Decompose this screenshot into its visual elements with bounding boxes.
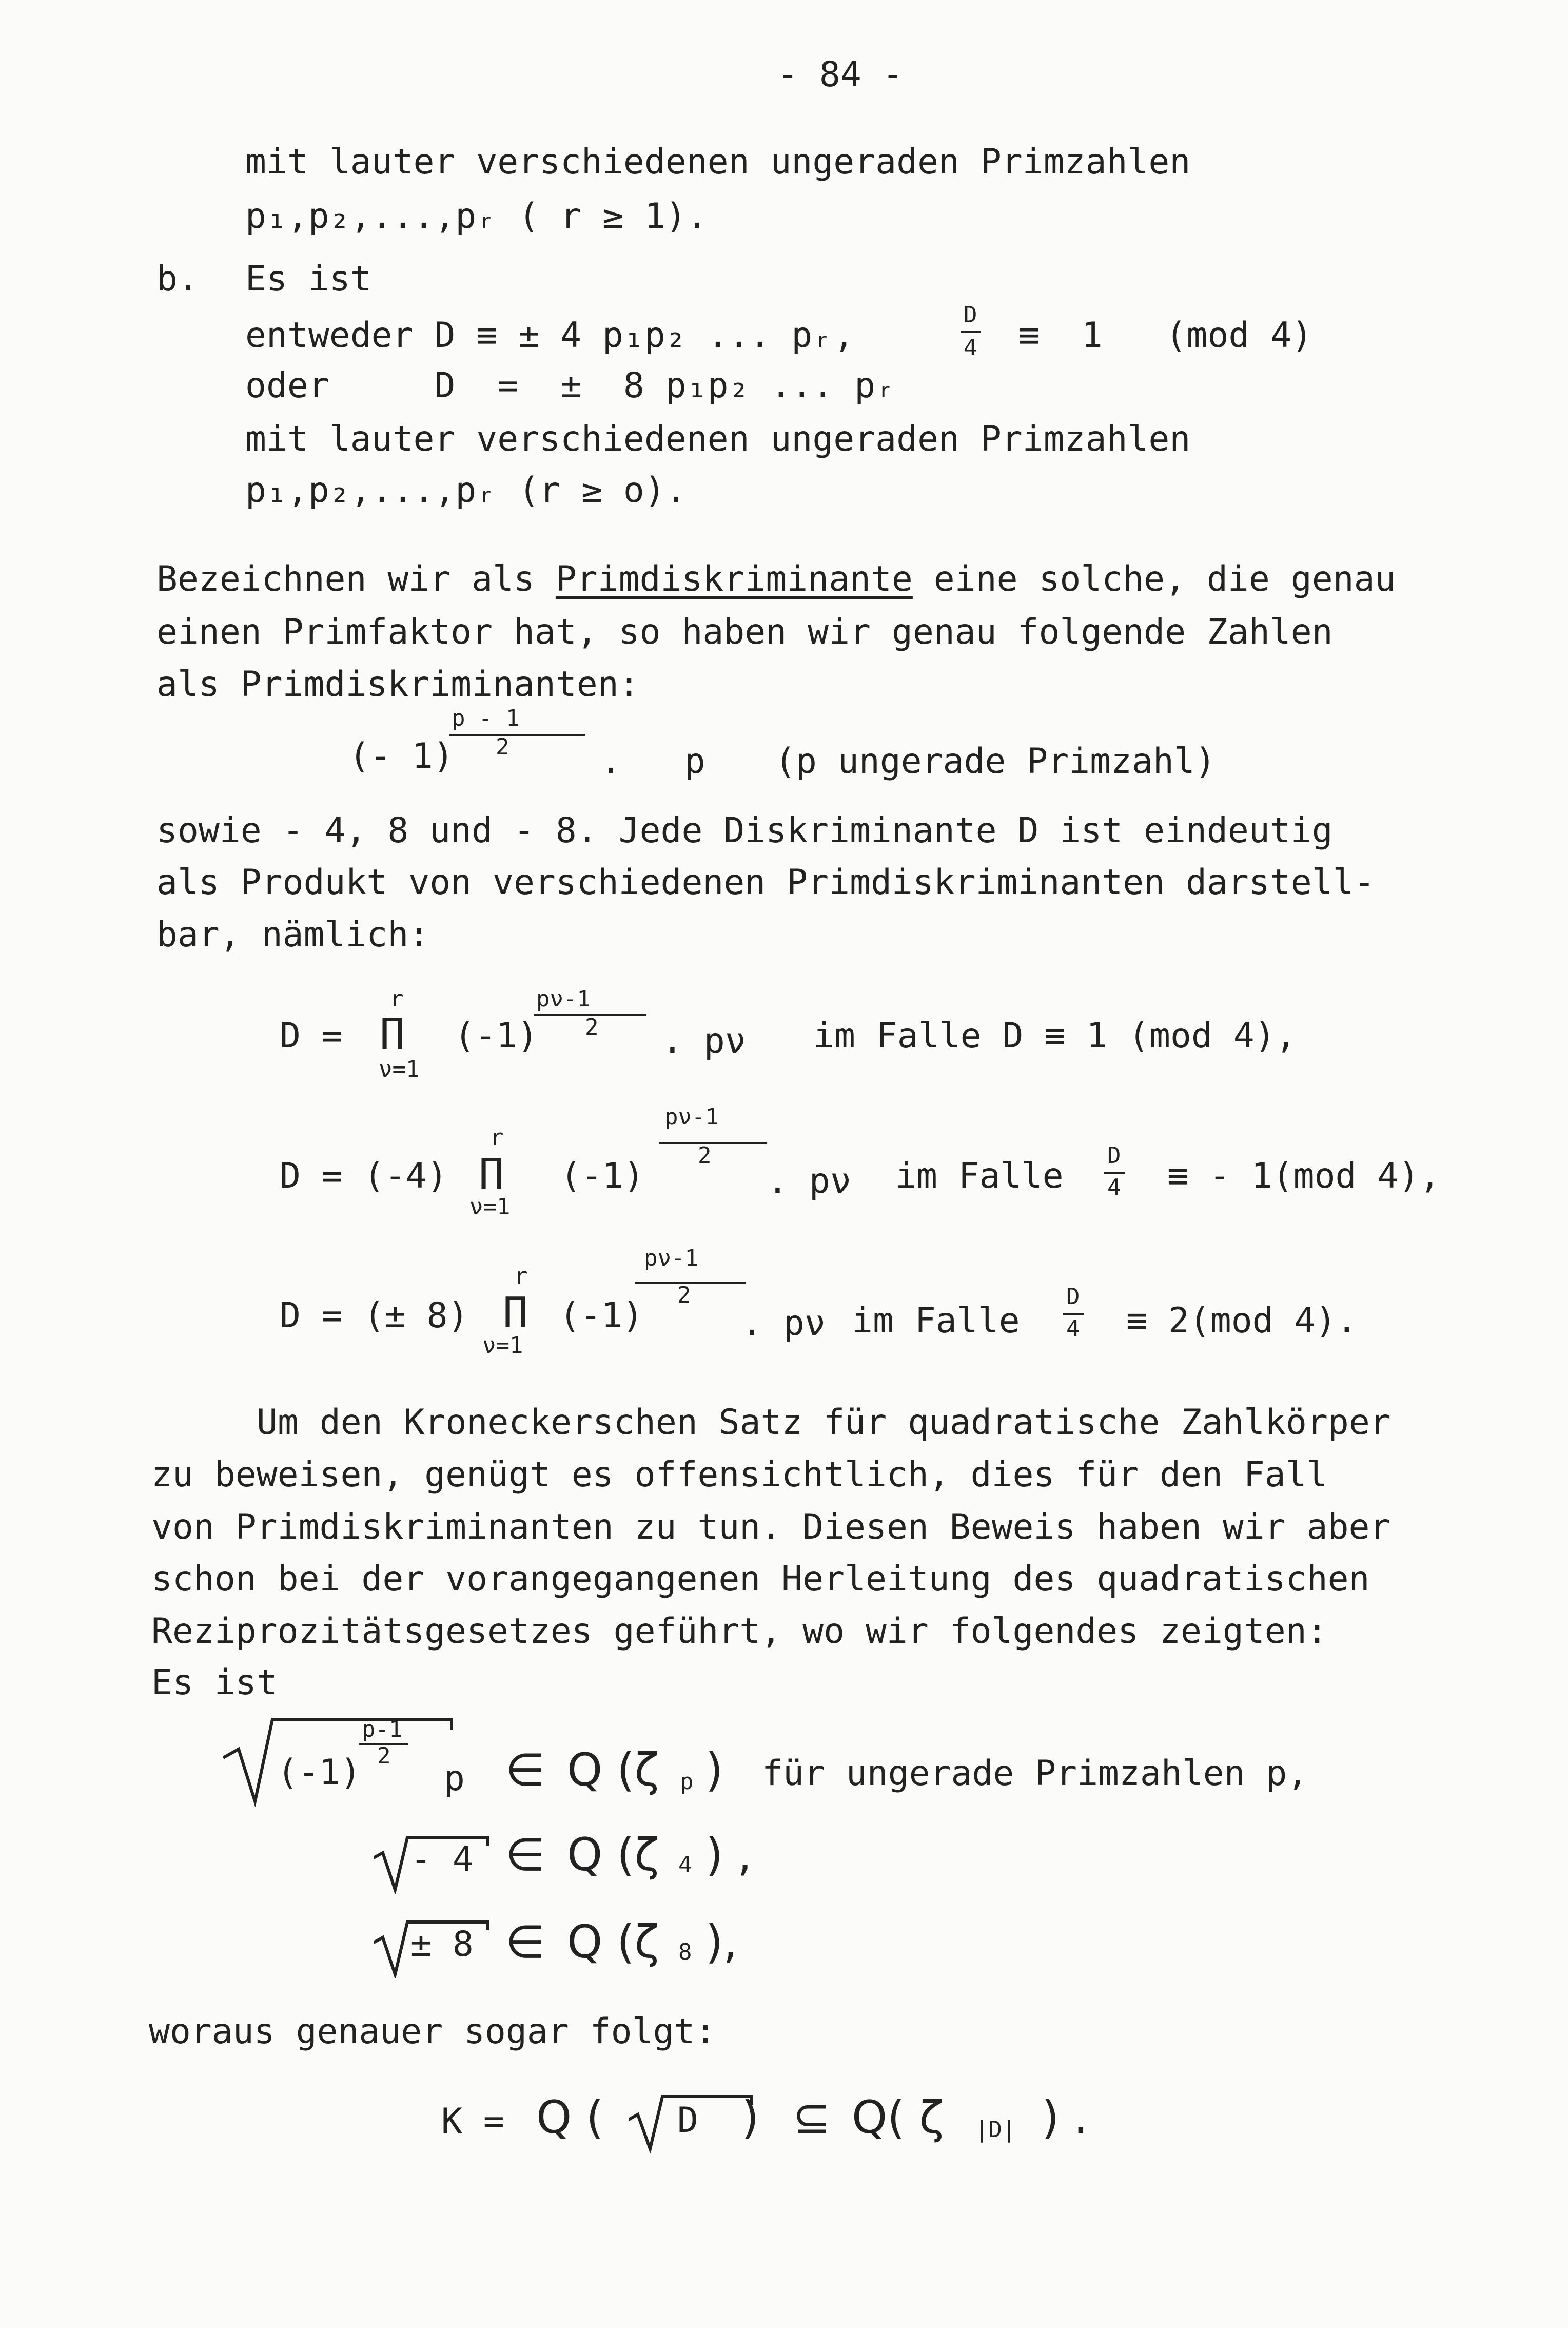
decomp-cond-num: D xyxy=(1066,1284,1080,1310)
decomp-base: (-1) xyxy=(454,1016,538,1056)
formula-factor: . p xyxy=(600,741,705,782)
paragraph-line: zu beweisen, genügt es offensichtlich, dies für den Fall xyxy=(151,1454,1328,1495)
exponent-bar xyxy=(449,734,585,736)
paragraph-line: Bezeichnen wir als Primdiskriminante eine solche, die genau xyxy=(156,559,1396,599)
paragraph-line: Um den Kroneckerschen Satz für quadratische Zahlkörper xyxy=(257,1402,1391,1443)
decomp-lhs: D = xyxy=(280,1016,343,1056)
formula-base: (- 1) xyxy=(349,736,454,777)
final-close: ) . xyxy=(1042,2091,1088,2144)
decomp-condition: ≡ - 1(mod 4), xyxy=(1167,1156,1441,1196)
exponent-bar xyxy=(659,1142,767,1144)
formula-exponent: p - 1 xyxy=(452,705,520,731)
radicand: - 4 xyxy=(410,1839,474,1880)
conclusion-line: woraus genauer sogar folgt: xyxy=(149,2011,716,2052)
element-of: ∈ xyxy=(505,1828,545,1881)
term-primdiskriminante: Primdiskriminante xyxy=(555,559,913,599)
subset-symbol: ⊆ xyxy=(793,2091,831,2144)
radicand-tail: p xyxy=(444,1758,465,1799)
final-subscript: |D| xyxy=(975,2117,1016,2143)
paragraph-line: als Produkt von verschiedenen Primdiskriminanten darstell- xyxy=(156,862,1375,903)
paragraph-line: sowie - 4, 8 und - 8. Jede Diskriminante D ist eindeutig xyxy=(156,810,1333,851)
product-lower: ν=1 xyxy=(379,1056,420,1082)
product-symbol: Π xyxy=(503,1289,528,1337)
radicand-exponent-den: 2 xyxy=(377,1743,391,1769)
paragraph-line: Es ist xyxy=(151,1662,278,1703)
decomp-base: (-1) xyxy=(559,1295,643,1336)
final-lhs: K = xyxy=(441,2101,525,2142)
list-b-case1-cond: ≡ 1 (mod 4) xyxy=(1018,315,1313,356)
formula-note: (p ungerade Primzahl) xyxy=(775,741,1216,782)
decomp-condition-prefix: im Falle xyxy=(895,1156,1064,1196)
decomp-condition: ≡ 2(mod 4). xyxy=(1126,1301,1358,1341)
fraction-bar xyxy=(1063,1313,1084,1315)
fraction-bar xyxy=(1104,1172,1125,1174)
list-b-case2: oder D = ± 8 p₁p₂ ... pᵣ xyxy=(245,365,897,406)
formula-exponent-den: 2 xyxy=(496,734,509,760)
decomp-condition: im Falle D ≡ 1 (mod 4), xyxy=(813,1016,1297,1056)
paragraph-line: von Primdiskriminanten zu tun. Diesen Beweis haben wir aber xyxy=(151,1507,1391,1547)
decomp-exp-num: pν-1 xyxy=(536,986,591,1012)
decomp-exp-num: pν-1 xyxy=(664,1104,719,1130)
page-number: - 84 - xyxy=(777,54,904,95)
final-field-open: Q ( xyxy=(536,2091,604,2144)
element-of: ∈ xyxy=(505,1915,545,1968)
decomp-lhs: D = (± 8) xyxy=(280,1295,469,1336)
decomp-exp-den: 2 xyxy=(698,1142,712,1169)
radicand-base: (-1) xyxy=(277,1752,361,1793)
decomp-condition-prefix: im Falle xyxy=(852,1301,1020,1341)
case1-frac-num: D xyxy=(964,302,977,328)
field-close: ) , xyxy=(705,1828,752,1881)
field-subscript: 4 xyxy=(678,1852,692,1878)
product-symbol: Π xyxy=(380,1010,405,1059)
decomp-cond-num: D xyxy=(1107,1142,1121,1169)
root-note: für ungerade Primzahlen p, xyxy=(762,1753,1308,1794)
product-upper: r xyxy=(390,986,404,1012)
decomp-factor: . pν xyxy=(662,1021,746,1061)
field-close: ), xyxy=(705,1915,738,1968)
field-close: ) xyxy=(705,1743,723,1796)
cyclotomic-field: Q (ζ xyxy=(567,1915,659,1968)
decomp-lhs: D = (-4) xyxy=(280,1156,448,1196)
decomp-exp-den: 2 xyxy=(677,1282,691,1308)
product-lower: ν=1 xyxy=(482,1332,523,1359)
list-b-intro: Es ist xyxy=(245,259,371,299)
decomp-factor: . pν xyxy=(767,1161,851,1201)
decomp-base: (-1) xyxy=(560,1156,644,1196)
field-subscript: p xyxy=(680,1769,694,1795)
fraction-bar xyxy=(961,331,981,333)
paragraph-line: bar, nämlich: xyxy=(156,915,430,955)
product-upper: r xyxy=(490,1124,504,1151)
paragraph-line: einen Primfaktor hat, so haben wir genau folgende Zahlen xyxy=(156,612,1333,652)
list-b-primes: p₁,p₂,...,pᵣ (r ≥ o). xyxy=(245,470,687,511)
decomp-cond-den: 4 xyxy=(1066,1315,1080,1342)
element-of: ∈ xyxy=(505,1743,545,1796)
case1-frac-den: 4 xyxy=(964,335,977,361)
paragraph-line: schon bei der vorangegangenen Herleitung des quadratischen xyxy=(151,1559,1370,1599)
list-b-case1: entweder D ≡ ± 4 p₁p₂ ... pᵣ, xyxy=(245,315,855,356)
radicand: ± 8 xyxy=(410,1924,474,1965)
product-lower: ν=1 xyxy=(469,1194,511,1220)
product-symbol: Π xyxy=(479,1150,504,1199)
list-b-label: b. xyxy=(156,259,199,299)
paragraph-line: Reziprozitätsgesetzes geführt, wo wir folgendes zeigten: xyxy=(151,1611,1328,1652)
list-a-primes: p₁,p₂,...,pᵣ ( r ≥ 1). xyxy=(245,196,708,237)
radicand-exponent: p-1 xyxy=(362,1716,403,1742)
decomp-factor: . pν xyxy=(741,1303,826,1344)
list-b-line: mit lauter verschiedenen ungeraden Primzahlen xyxy=(245,419,1191,459)
decomp-exp-num: pν-1 xyxy=(644,1245,698,1271)
paragraph-line: als Primdiskriminanten: xyxy=(156,664,640,705)
list-a-line: mit lauter verschiedenen ungeraden Primzahlen xyxy=(245,142,1191,182)
cyclotomic-field: Q (ζ xyxy=(567,1743,659,1796)
product-upper: r xyxy=(514,1263,528,1289)
final-field-close: ) xyxy=(741,2091,759,2144)
cyclotomic-field: Q (ζ xyxy=(567,1828,659,1881)
decomp-exp-den: 2 xyxy=(585,1014,599,1040)
field-subscript: 8 xyxy=(678,1939,692,1965)
final-radicand: D xyxy=(677,2100,698,2141)
final-rhs: Q( ζ xyxy=(852,2091,944,2144)
decomp-cond-den: 4 xyxy=(1107,1174,1121,1200)
